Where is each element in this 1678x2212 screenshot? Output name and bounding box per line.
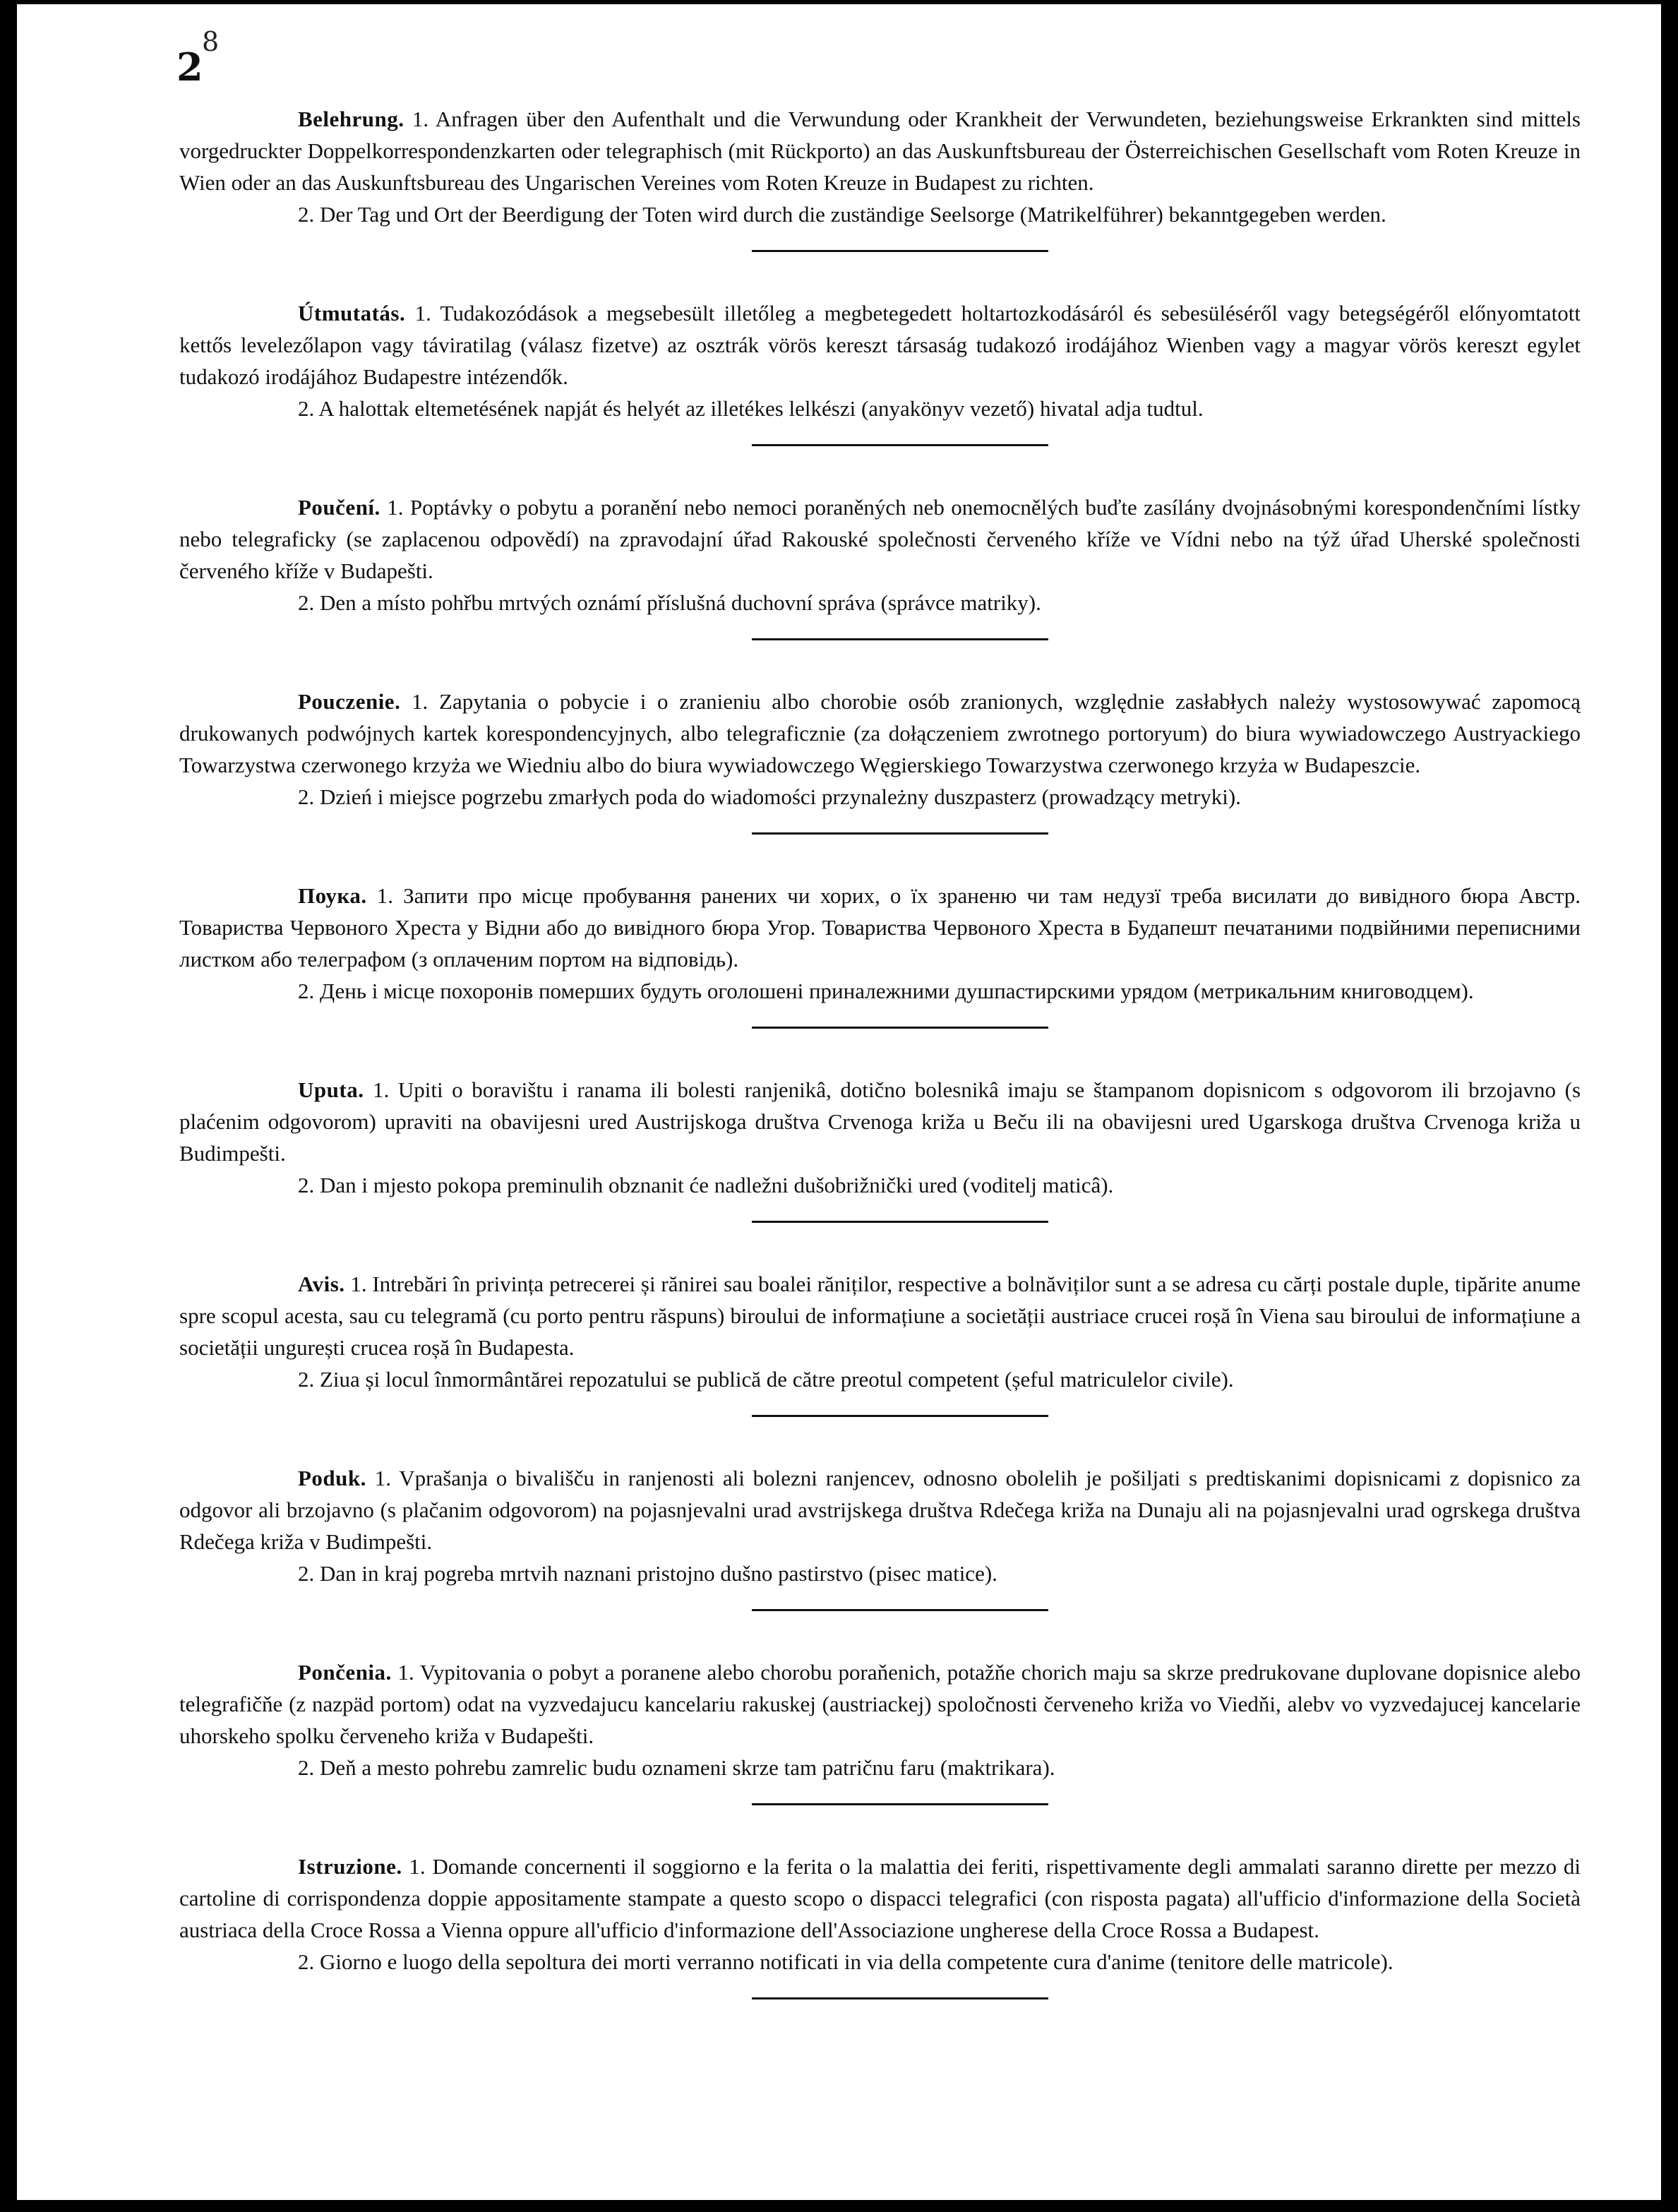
section-paragraph-2: 2. A halottak eltemetésének napját és helyét az illetékes lelkészi (anyakönyv vezető) hivatal adja tudtul.: [298, 396, 1204, 421]
section-text: 1. Poptávky o pobytu a poranění nebo nemoci poraněných neb onemocnělých buďte zasílány dvojnásobnými korespondenčními lístky nebo telegraficky (se zaplacenou odpovědí) na zpravodajní úřad Rakouské společnosti červeného kříže ve Vídni nebo na týž úřad Uherské společnosti červeného kříže v Budapešti.: [179, 495, 1581, 583]
section-heading: Uputa.: [298, 1077, 364, 1102]
section-croatian: [179, 1074, 1581, 1223]
section-heading: Poučení.: [298, 495, 380, 520]
section-polish: [179, 686, 1581, 835]
document-page: [17, 4, 1661, 2200]
section-paragraph-2: 2. Der Tag und Ort der Beerdigung der Toten wird durch die zuständige Seelsorge (Matrikelführer) bekanntgegeben werden.: [298, 202, 1386, 227]
instruction-sections: [179, 103, 1581, 1999]
section-hungarian: [179, 297, 1581, 446]
section-text: 1. Upiti o boravištu i ranama ili bolesti ranjenikâ, dotično bolesnikâ imaju se štampanom dopisnicom s odgovorom ili brzojavno (s plaćenim odgovorom) upraviti na obavijesni ured Austrijskoga društva Crvenoga križa u Beču ili na obavijesni ured Ugarskoga društva Crvenoga križa u Budimpešti.: [179, 1077, 1581, 1166]
section-text: 1. Tudakozódások a megsebesült illetőleg a megbetegedett holtartozkodásáról és sebesüléséről vagy betegségéről előnyomtatott kettős levelezőlapon vagy táviratilag (válasz fizetve) az osztrák vörös kereszt társaság tudakozó irodájához Wienben vagy a magyar vörös kereszt egylet tudakozó irodájához Budapestre intézendők.: [179, 301, 1581, 389]
section-heading: Istruzione.: [298, 1854, 402, 1879]
section-paragraph-2: 2. Ziua și locul înmormântărei repozatului se publică de către preotul competent (șeful matriculelor civile).: [298, 1367, 1234, 1392]
section-italian: [179, 1851, 1581, 1999]
section-slovak: [179, 1656, 1581, 1805]
section-paragraph-1: [179, 686, 1581, 781]
section-german: [179, 103, 1581, 252]
section-romanian: [179, 1268, 1581, 1417]
section-paragraph-1: [179, 297, 1581, 393]
section-divider: [752, 638, 1048, 640]
section-text: 1. Zapytania o pobycie i o zranieniu albo chorobie osób zranionych, względnie zasłabłych należy wystosowywać zapomocą drukowanych podwójnych kartek korespondencyjnych, albo telegraficznie (za dołączeniem zwrotnego portoryum) do biura wywiadowczego Austryackiego Towarzystwa czerwonego krzyża we Wiedniu albo do biura wywiadowczego Węgierskiego Towarzystwa czerwonego krzyża w Budapeszcie.: [179, 689, 1581, 777]
section-slovenian: [179, 1462, 1581, 1611]
section-text: 1. Vprašanja o bivališču in ranjenosti ali bolezni ranjencev, odnosno obolelih je pošiljati s predtiskanimi dopisnicami z dopisnico za odgovor ali brzojavno (s plačanim odgovorom) na pojasnjevalni urad avstrijskega društva Rdečega križa na Dunaju ali na pojasnjevalni urad ogrskega društva Rdečega križa v Budimpešti.: [179, 1466, 1581, 1554]
section-divider: [752, 1221, 1048, 1223]
section-heading: Útmutatás.: [298, 301, 406, 325]
section-paragraph-1: [179, 1851, 1581, 1946]
section-divider: [752, 444, 1048, 446]
page-handwritten-mark: 8: [202, 26, 220, 57]
section-heading: Poduk.: [298, 1466, 366, 1490]
section-paragraph-2: 2. Den a místo pohřbu mrtvých oznámí příslušná duchovní správa (správce matriky).: [298, 590, 1041, 615]
section-paragraph-2: 2. Giorno e luogo della sepoltura dei morti verranno notificati in via della competente cura d'anime (tenitore delle matricole).: [298, 1949, 1394, 1974]
section-text: 1. Запити про місце пробування ранених чи хорих, о їх зраненю чи там недузї треба висилати до вивідного бюра Австр. Товариства Червоного Хреста у Відни або до вивідного бюра Угор. Товариства Червоного Хреста в Будапешт печатаними подвійними переписними листком або телеграфом (з оплаченим портом на відповідь).: [179, 883, 1581, 972]
section-divider: [752, 832, 1048, 835]
section-paragraph-1: [179, 880, 1581, 975]
section-paragraph-2: 2. Dzień i miejsce pogrzebu zmarłych poda do wiadomości przynależny duszpasterz (prowadzący metryki).: [298, 784, 1241, 809]
section-heading: Pouczenie.: [298, 689, 401, 714]
page-number: 2: [176, 44, 203, 90]
section-paragraph-1: [179, 103, 1581, 198]
section-divider: [752, 1803, 1048, 1805]
section-paragraph-1: [179, 1656, 1581, 1752]
section-heading: Поука.: [298, 883, 367, 908]
section-divider: [752, 1027, 1048, 1029]
section-divider: [752, 1415, 1048, 1417]
section-text: 1. Domande concernenti il soggiorno e la ferita o la malattia dei feriti, rispettivamente degli ammalati saranno dirette per mezzo di cartoline di corrispondenza doppie appositamente stampate a questo scopo o dispacci telegrafici (con risposta pagata) all'ufficio d'informazione della Società austriaca della Croce Rossa a Vienna oppure all'ufficio d'informazione dell'Associazione ungherese della Croce Rossa a Budapest.: [179, 1854, 1581, 1942]
section-ukrainian: [179, 880, 1581, 1029]
section-paragraph-1: [179, 1462, 1581, 1558]
section-paragraph-2: 2. Deň a mesto pohrebu zamrelic budu oznameni skrze tam patričnu faru (maktrikara).: [298, 1755, 1055, 1780]
section-heading: Avis.: [298, 1272, 345, 1296]
section-heading: Belehrung.: [298, 107, 404, 131]
section-paragraph-2: 2. День і місце похоронів померших будуть оголошені приналежними душпастирскими урядом (метрикальним книговодцем).: [298, 979, 1474, 1003]
section-paragraph-1: [179, 1268, 1581, 1363]
section-text: 1. Anfragen über den Aufenthalt und die Verwundung oder Krankheit der Verwundeten, beziehungsweise Erkrankten sind mittels vorgedruckter Doppelkorrespondenzkarten oder telegraphisch (mit Rückporto) an das Auskunftsbureau der Österreichischen Gesellschaft vom Roten Kreuze in Wien oder an das Auskunftsbureau des Ungarischen Vereines vom Roten Kreuze in Budapest zu richten.: [179, 107, 1581, 195]
section-divider: [752, 1609, 1048, 1611]
section-paragraph-2: 2. Dan in kraj pogreba mrtvih naznani pristojno dušno pastirstvo (pisec matice).: [298, 1561, 997, 1586]
section-divider: [752, 1997, 1048, 1999]
section-divider: [752, 250, 1048, 252]
section-heading: Pončenia.: [298, 1660, 392, 1685]
section-czech: [179, 491, 1581, 640]
section-text: 1. Vypitovania o pobyt a poranene alebo chorobu poraňenich, potažňe chorich maju sa skrze predrukovane duplovane dopisnice alebo telegrafičňe (z nazpäd portom) odat na vyzvedajucu kancelariu rakuskej (austriackej) spoločnosti červeneho križa vo Viedňi, alebv vo vyzvedajucej kancelarie uhorskeho spolku červeneho križa v Budapešti.: [179, 1660, 1581, 1748]
section-paragraph-1: [179, 1074, 1581, 1169]
section-text: 1. Intrebări în privința petrecerei și rănirei sau boalei răniților, respective a bolnăviților sunt a se adresa cu cărți postale duple, tipărite anume spre scopul acesta, sau cu telegramă (cu porto pentru răspuns) biroului de informațiune a societății austriace crucei roșă în Viena sau biroului de informațiune a societății ungurești crucea roșă în Budapesta.: [179, 1272, 1581, 1360]
section-paragraph-1: [179, 491, 1581, 587]
section-paragraph-2: 2. Dan i mjesto pokopa preminulih obznanit će nadležni dušobrižnički ured (voditelj maticâ).: [298, 1173, 1114, 1197]
